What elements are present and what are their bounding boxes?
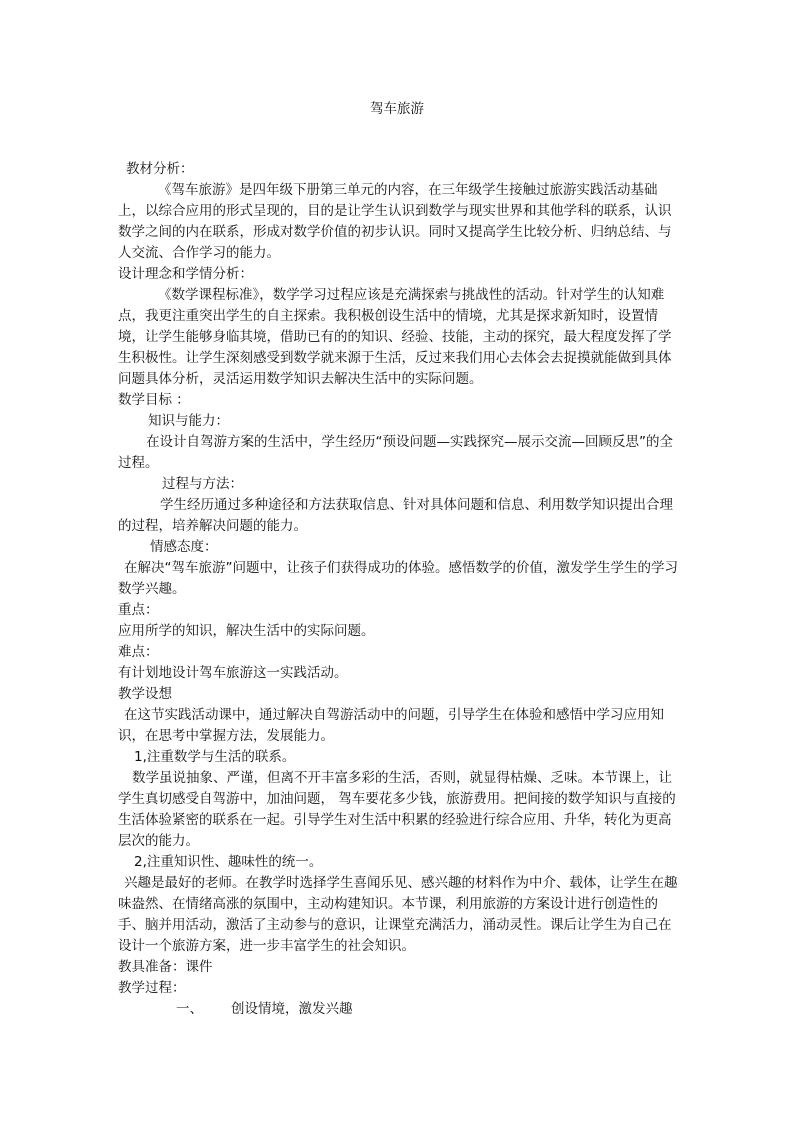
- section-heading-design-concept: 设计理念和学情分析：: [118, 266, 253, 282]
- section-heading-teaching-aids: 教具准备：课件: [118, 959, 213, 975]
- document-title: 驾车旅游: [370, 101, 424, 117]
- document-body: [118, 159, 678, 1020]
- paragraph-key-points: 应用所学的知识，解决生活中的实际问题。: [118, 623, 375, 639]
- section-heading-teaching-goals: 数学目标 ：: [118, 392, 190, 408]
- paragraph-math-life: 数学虽说抽象、严谨，但离不开丰富多彩的生活，否则，就显得枯燥、乏味。本节课上，让学生真切感受自驾游中，加油问题， 驾车要花多少钱，旅游费用。把间接的数学知识与直接的生活体验紧密的联系在一起。引导学生对生活中积累的经验进行综合应用、升华，转化为更高层次的能力。: [118, 770, 676, 849]
- paragraph-design-concept: 《数学课程标准》，数学学习过程应该是充满探索与挑战性的活动。针对学生的认知难点，我更注重突出学生的自主探索。我积极创设生活中的情境，尤其是探求新知时，设置情境，让学生能够身临其境，借助已有的的知识、经验、技能，主动的探究，最大程度发挥了学生积极性。让学生深刻感受到数学就来源于生活，反过来我们用心去体会去捉摸就能做到具体问题具体分析，灵活运用数学知识去解决生活中的实际问题。: [118, 287, 672, 387]
- section-heading-key-points: 重点：: [118, 602, 159, 618]
- subheading-process-method: 过程与方法：: [162, 476, 243, 492]
- subheading-knowledge-ability: 知识与能力：: [148, 413, 229, 429]
- process-step-number: 一、: [176, 1001, 203, 1017]
- subheading-emotional-attitude: 情感态度：: [150, 539, 218, 555]
- section-heading-teaching-process: 教学过程：: [118, 980, 186, 996]
- subheading-knowledge-interest: 2,注重知识性、趣味性的统一。: [134, 854, 323, 870]
- paragraph-emotional-attitude: 在解决“驾车旅游”问题中，让孩子们获得成功的体验。感悟数学的价值，激发学生学生的学习数学兴趣。: [118, 560, 678, 597]
- paragraph-process-method: 学生经历通过多种途径和方法获取信息、针对具体问题和信息、利用数学知识提出合理的过程，培养解决问题的能力。: [118, 497, 673, 534]
- process-step-1: [118, 999, 678, 1020]
- process-step-text: 创设情境，激发兴趣: [231, 1001, 353, 1017]
- section-heading-teaching-idea: 教学设想: [118, 686, 172, 702]
- paragraph-knowledge-ability: 在设计自驾游方案的生活中，学生经历“预设问题—实践探究—展示交流—回顾反思”的全过程。: [118, 434, 673, 471]
- paragraph-difficulties: 有计划地设计驾车旅游这一实践活动。: [118, 665, 348, 681]
- paragraph-material-analysis: 《驾车旅游》是四年级下册第三单元的内容，在三年级学生接触过旅游实践活动基础上，以综合应用的形式呈现的，目的是让学生认识到数学与现实世界和其他学科的联系，认识数学之间的内在联系，形成对数学价值的初步认识。同时又提高学生比较分析、归纳总结、与人交流、合作学习的能力。: [118, 182, 672, 261]
- paragraph-knowledge-interest: 兴趣是最好的老师。在教学时选择学生喜闻乐见、感兴趣的材料作为中介、载体，让学生在趣味盎然、在情绪高涨的氛围中，主动构建知识。本节课，利用旅游的方案设计进行创造性的手、脑并用活动，激活了主动参与的意识，让课堂充满活力，涌动灵性。课后让学生为自己在设计一个旅游方案，进一步丰富学生的社会知识。: [118, 875, 678, 954]
- paragraph-teaching-idea: 在这节实践活动课中，通过解决自驾游活动中的问题，引导学生在体验和感悟中学习应用知识，在思考中掌握方法，发展能力。: [118, 707, 664, 744]
- section-heading-difficulties: 难点：: [118, 644, 159, 660]
- section-heading-material-analysis: 教材分析：: [126, 161, 194, 177]
- subheading-math-life: 1,注重数学与生活的联系。: [134, 749, 296, 765]
